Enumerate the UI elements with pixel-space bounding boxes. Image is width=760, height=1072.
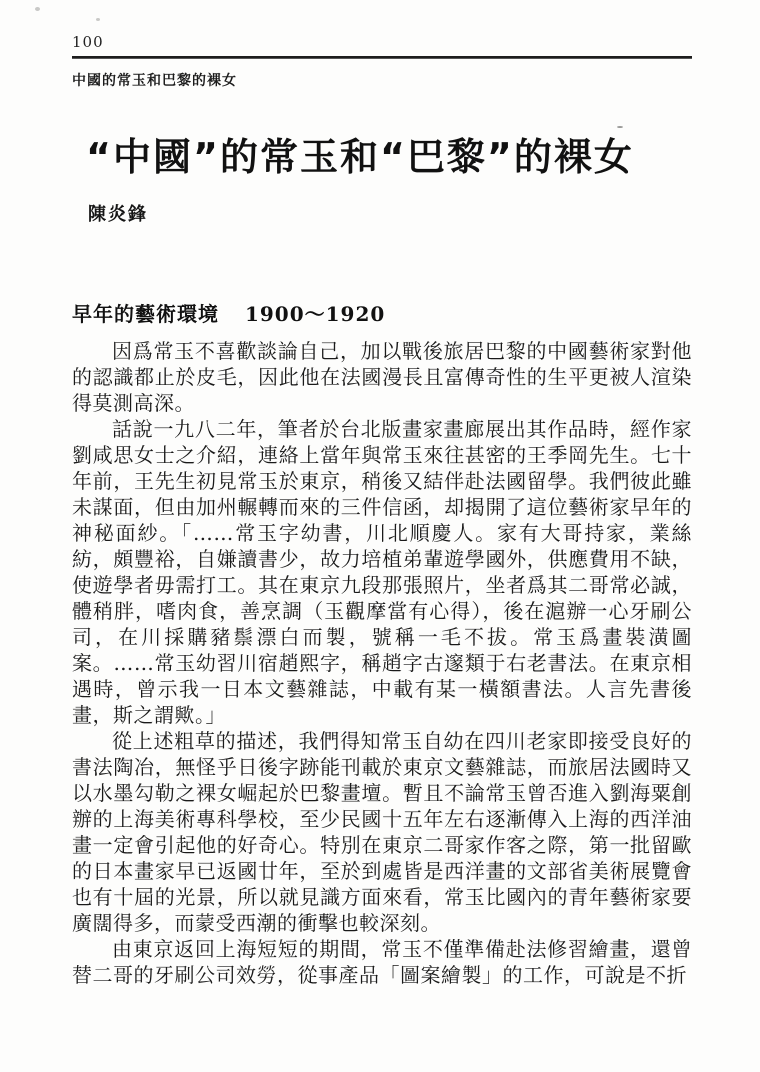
- page-number: 100: [72, 33, 104, 51]
- paragraph: 從上述粗草的描述，我們得知常玉自幼在四川老家即接受良好的書法陶冶，無怪乎日後字跡能刊載於東京文藝雜誌，而旅居法國時又以水墨勾勒之裸女崛起於巴黎畫壇。暫且不論常玉曾否進入劉海粟創辦的上海美術專科學校，至少民國十五年左右逐漸傳入上海的西洋油畫一定會引起他的好奇心。特別在東京二哥家作客之際，第一批留歐的日本畫家早已返國廿年，至於到處皆是西洋畫的文部省美術展覽會也有十屆的光景，所以就見識方面來看，常玉比國內的青年藝術家要廣闊得多，而蒙受西潮的衝擊也較深刻。: [72, 728, 692, 935]
- section-heading: [72, 298, 692, 327]
- article-author: 陳炎鋒: [88, 203, 148, 225]
- paragraph: 話說一九八二年，筆者於台北版畫家畫廊展出其作品時，經作家劉咸思女士之介紹，連絡上當年與常玉來往甚密的王季岡先生。七十年前，王先生初見常玉於東京，稍後又結伴赴法國留學。我們彼此雖未謀面，但由加州輾轉而來的三件信函，却揭開了這位藝術家早年的神秘面紗。「……常玉字幼書，川北順慶人。家有大哥持家，業絲紡，頗豐裕，自嫌讀書少，故力培植弟輩遊學國外，供應費用不缺，使遊學者毋需打工。其在東京九段那張照片，坐者爲其二哥常必誠，體稍胖，嗜肉食，善烹調（玉觀摩當有心得），後在滬辦一心牙刷公司，在川採購豬鬃漂白而製，號稱一毛不拔。常玉爲畫裝潢圖案。……常玉幼習川宿趙熙字，稱趙字古邃類于右老書法。在東京相遇時，曾示我一日本文藝雜誌，中載有某一橫額書法。人言先書後畫，斯之謂歟。」: [72, 416, 692, 727]
- running-header: 中國的常玉和巴黎的裸女: [72, 73, 237, 89]
- article-body: [72, 338, 692, 988]
- paragraph: 因爲常玉不喜歡談論自己，加以戰後旅居巴黎的中國藝術家對他的認識都止於皮毛，因此他在法國漫長且富傳奇性的生平更被人渲染得莫測高深。: [72, 338, 692, 415]
- section-period: 1900～1920: [244, 301, 386, 326]
- header-rule: [72, 56, 692, 59]
- section-heading-text: 早年的藝術環境: [72, 301, 219, 326]
- scan-speck: [96, 18, 100, 21]
- article-title: “中國”的常玉和“巴黎”的裸女: [86, 135, 634, 179]
- scan-speck: [35, 7, 40, 11]
- paragraph: 由東京返回上海短短的期間，常玉不僅準備赴法修習繪畫，還曾替二哥的牙刷公司效勞，從事產品「圖案繪製」的工作，可說是不折: [72, 936, 692, 987]
- scan-speck: [617, 126, 623, 128]
